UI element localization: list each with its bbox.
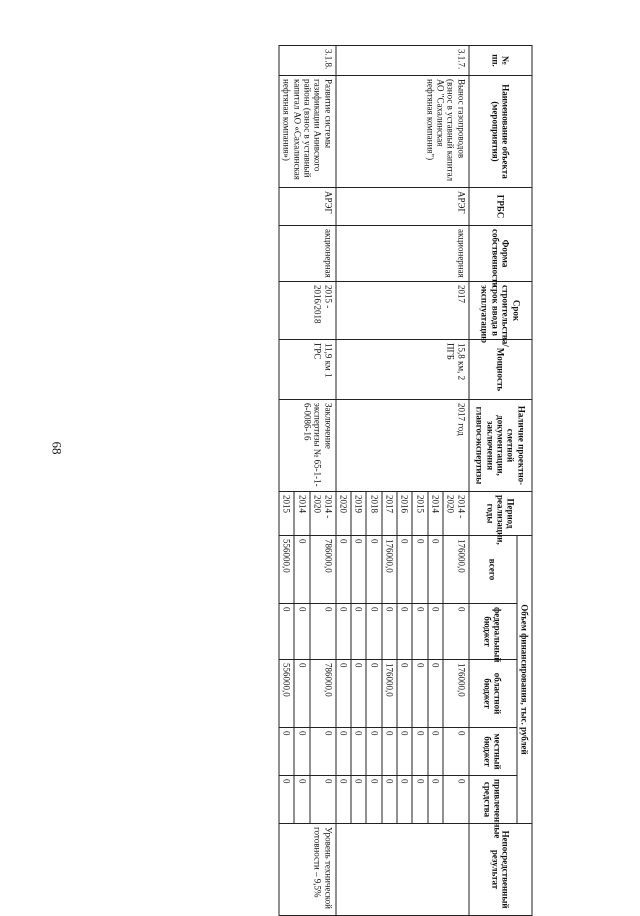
cell-total: 0 — [351, 536, 366, 604]
header-total: всего — [469, 536, 517, 604]
cell-attracted: 0 — [397, 776, 412, 824]
header-docs: Наличие проектно-сметной документации, заключения главгосэкспертизы — [469, 400, 532, 492]
table-row — [443, 46, 469, 916]
cell-period: 2015 — [279, 492, 294, 536]
cell-period: 2014 - 2020 — [443, 492, 469, 536]
table-body — [279, 46, 469, 916]
cell-attracted: 0 — [443, 776, 469, 824]
page-number: 68 — [49, 441, 65, 455]
table-row — [310, 46, 336, 916]
cell-regional: 0 — [397, 660, 412, 728]
cell-period: 2020 — [336, 492, 351, 536]
project-number: 3.1.7. — [336, 46, 469, 76]
cell-federal: 0 — [279, 604, 294, 660]
cell-regional: 0 — [336, 660, 351, 728]
cell-local: 0 — [336, 728, 351, 776]
cell-regional: 176000,0 — [382, 660, 397, 728]
cell-federal: 0 — [310, 604, 336, 660]
project-grbs: АРЭГ — [336, 188, 469, 226]
cell-regional: 0 — [366, 660, 381, 728]
cell-attracted: 0 — [310, 776, 336, 824]
cell-total: 0 — [336, 536, 351, 604]
cell-total: 0 — [428, 536, 443, 604]
cell-federal: 0 — [294, 604, 309, 660]
header-term: Срок строительства/срок ввода в эксплуатацию — [469, 282, 532, 340]
cell-local: 0 — [366, 728, 381, 776]
cell-regional: 0 — [428, 660, 443, 728]
funding-table — [278, 45, 532, 916]
project-result: Уровень технической готовности – 9,5% — [279, 824, 336, 916]
cell-regional: 0 — [351, 660, 366, 728]
cell-federal: 0 — [443, 604, 469, 660]
cell-period: 2014 - 2020 — [310, 492, 336, 536]
header-capacity: Мощность — [469, 340, 532, 400]
document-page — [108, 45, 533, 909]
cell-regional: 0 — [294, 660, 309, 728]
header-grbs: ГРБС — [469, 188, 532, 226]
cell-regional: 0 — [412, 660, 427, 728]
project-name: Развитие системы газификации Анивского района (взнос в уставный капитал АО «Сахалинская нефтяная компания») — [279, 76, 336, 188]
cell-local: 0 — [428, 728, 443, 776]
project-capacity: 11,9 км 1 ГРС — [279, 340, 336, 400]
project-ownership: акционерная — [279, 226, 336, 282]
cell-period: 2017 — [382, 492, 397, 536]
cell-period: 2016 — [397, 492, 412, 536]
project-ownership: акционерная — [336, 226, 469, 282]
cell-attracted: 0 — [428, 776, 443, 824]
cell-total: 176000,0 — [382, 536, 397, 604]
project-docs: 2017 год — [336, 400, 469, 492]
project-name: Вынос газопроводов (взнос в уставный капитал АО "Сахалинская нефтяная компания") — [336, 76, 469, 188]
project-number: 3.1.8. — [279, 46, 336, 76]
header-funding-group: Объем финансирования, тыс. рублей — [517, 536, 532, 824]
project-capacity: 15,8 км, 2 ПГБ — [336, 340, 469, 400]
header-ownership: Форма собственности — [469, 226, 532, 282]
cell-period: 2014 — [428, 492, 443, 536]
cell-attracted: 0 — [412, 776, 427, 824]
cell-local: 0 — [279, 728, 294, 776]
cell-attracted: 0 — [336, 776, 351, 824]
cell-federal: 0 — [366, 604, 381, 660]
cell-federal: 0 — [351, 604, 366, 660]
header-no: № пп. — [469, 46, 532, 76]
cell-attracted: 0 — [351, 776, 366, 824]
cell-period: 2015 — [412, 492, 427, 536]
cell-regional: 176000,0 — [443, 660, 469, 728]
cell-total: 0 — [366, 536, 381, 604]
cell-local: 0 — [294, 728, 309, 776]
cell-attracted: 0 — [366, 776, 381, 824]
cell-attracted: 0 — [382, 776, 397, 824]
cell-period: 2014 — [294, 492, 309, 536]
cell-local: 0 — [443, 728, 469, 776]
cell-local: 0 — [382, 728, 397, 776]
cell-federal: 0 — [382, 604, 397, 660]
cell-local: 0 — [412, 728, 427, 776]
cell-period: 2019 — [351, 492, 366, 536]
cell-local: 0 — [351, 728, 366, 776]
cell-total: 0 — [412, 536, 427, 604]
header-period: Период реализации, годы — [469, 492, 532, 536]
header-regional: областной бюджет — [469, 660, 517, 728]
project-term: 2015 - 2016/2018 — [279, 282, 336, 340]
project-term: 2017 — [336, 282, 469, 340]
cell-attracted: 0 — [279, 776, 294, 824]
header-name: Наименование объекта (мероприятия) — [469, 76, 532, 188]
project-result — [336, 824, 469, 916]
cell-federal: 0 — [412, 604, 427, 660]
cell-period: 2018 — [366, 492, 381, 536]
cell-regional: 556000,0 — [279, 660, 294, 728]
cell-regional: 786000,0 — [310, 660, 336, 728]
cell-federal: 0 — [336, 604, 351, 660]
header-attracted: привлеченные средства — [469, 776, 517, 824]
cell-local: 0 — [310, 728, 336, 776]
cell-total: 0 — [397, 536, 412, 604]
cell-local: 0 — [397, 728, 412, 776]
cell-federal: 0 — [397, 604, 412, 660]
project-docs: Заключение экспертизы № 65-1-1-6-0086-16 — [279, 400, 336, 492]
project-grbs: АРЭГ — [279, 188, 336, 226]
header-local: местный бюджет — [469, 728, 517, 776]
header-federal: федеральный бюджет — [469, 604, 517, 660]
cell-total: 786000,0 — [310, 536, 336, 604]
cell-federal: 0 — [428, 604, 443, 660]
cell-total: 556000,0 — [279, 536, 294, 604]
header-result: Непосредственный результат — [469, 824, 532, 916]
cell-attracted: 0 — [294, 776, 309, 824]
cell-total: 176000,0 — [443, 536, 469, 604]
cell-total: 0 — [294, 536, 309, 604]
